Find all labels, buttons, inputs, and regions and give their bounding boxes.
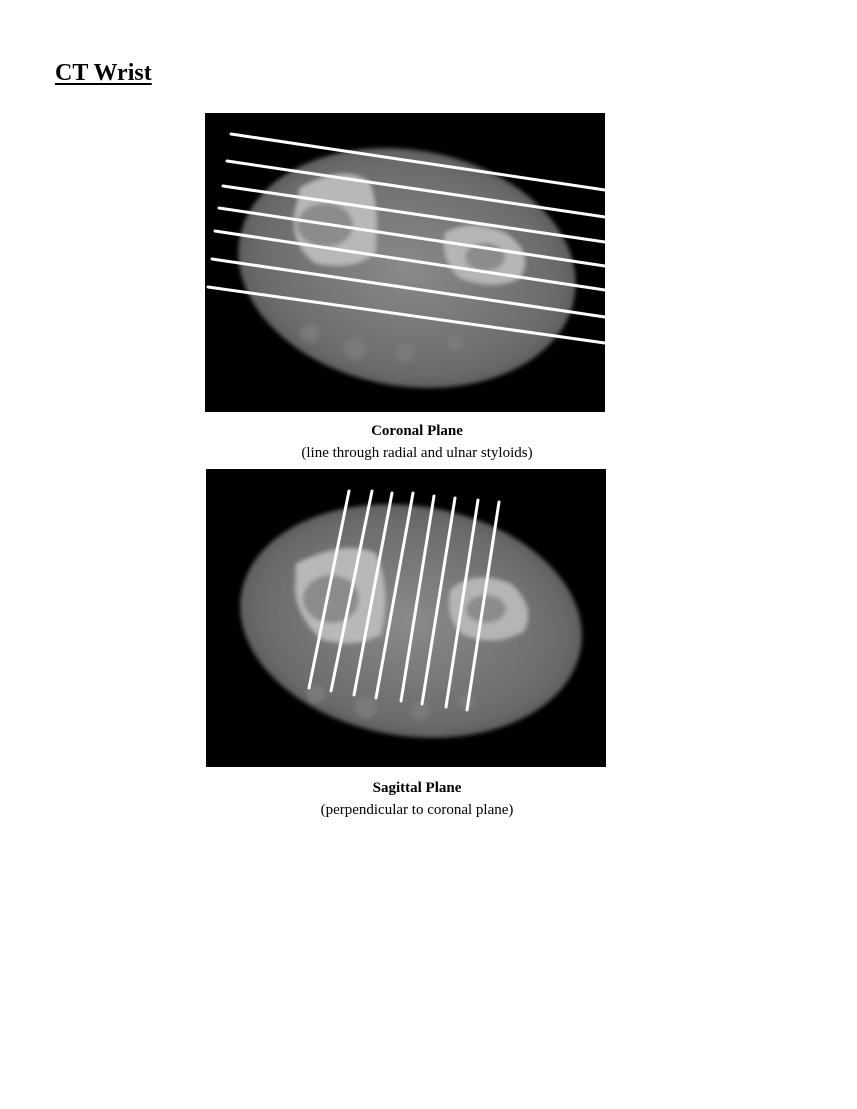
ct-image-coronal xyxy=(205,113,605,412)
caption-subtitle: (perpendicular to coronal plane) xyxy=(320,802,514,818)
ct-axial-wrist-scan-coronal xyxy=(205,113,605,412)
caption-coronal xyxy=(205,420,629,464)
caption-title: Coronal Plane xyxy=(371,423,463,439)
caption-title: Sagittal Plane xyxy=(372,780,462,796)
ct-image-sagittal xyxy=(206,469,606,767)
caption-sagittal xyxy=(205,777,629,821)
caption-subtitle: (line through radial and ulnar styloids) xyxy=(301,445,533,461)
ct-axial-wrist-scan-sagittal xyxy=(206,469,606,767)
page-title: CT Wrist xyxy=(55,60,152,86)
